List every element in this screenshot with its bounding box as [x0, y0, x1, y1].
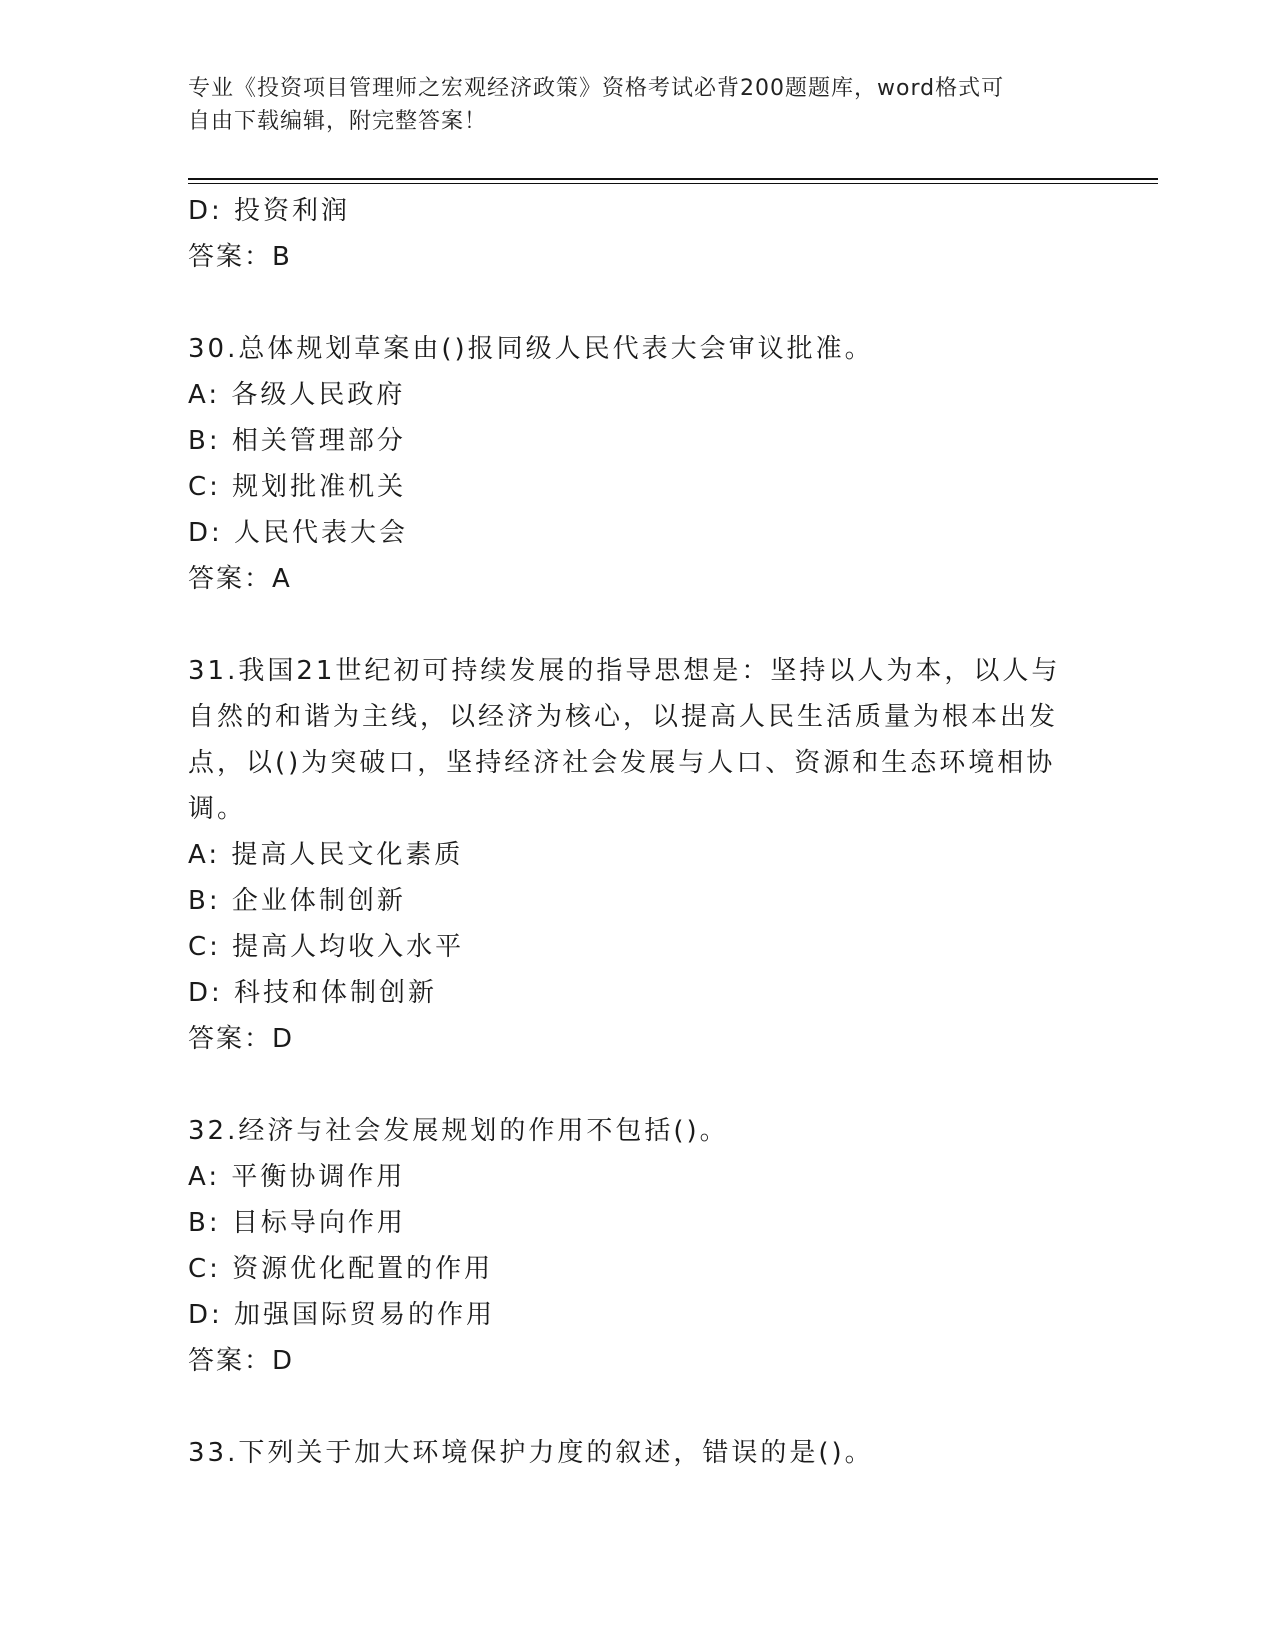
question-32: [188, 1108, 1068, 1384]
option-d: D: 科技和体制创新: [188, 978, 438, 1008]
question-text-line-1: 31.我国21世纪初可持续发展的指导思想是：坚持以人为本，以人与: [188, 656, 1061, 686]
option-a: A: 提高人民文化素质: [188, 840, 464, 870]
option-c: C: 资源优化配置的作用: [188, 1254, 494, 1284]
option-c: C: 提高人均收入水平: [188, 932, 465, 962]
option-d: D: 投资利润: [188, 196, 351, 226]
answer: 答案：D: [188, 1024, 295, 1054]
question-list: [188, 188, 1068, 1476]
answer: 答案：A: [188, 564, 292, 594]
option-d: D: 加强国际贸易的作用: [188, 1300, 496, 1330]
option-d: D: 人民代表大会: [188, 518, 409, 548]
question-29-tail: [188, 188, 1068, 280]
header-divider: [188, 178, 1158, 184]
question-30: [188, 326, 1068, 602]
header-line-2: 自由下载编辑，附完整答案！: [188, 109, 488, 134]
question-text-line-4: 调。: [188, 794, 247, 824]
page-header: [188, 72, 1068, 138]
option-c: C: 规划批准机关: [188, 472, 407, 502]
option-b: B: 企业体制创新: [188, 886, 406, 916]
option-b: B: 相关管理部分: [188, 426, 406, 456]
answer: 答案：B: [188, 242, 292, 272]
option-a: A: 平衡协调作用: [188, 1162, 406, 1192]
header-line-1: 专业《投资项目管理师之宏观经济政策》资格考试必背200题题库，word格式可: [188, 76, 1005, 101]
option-b: B: 目标导向作用: [188, 1208, 406, 1238]
question-text-line-3: 点，以()为突破口，坚持经济社会发展与人口、资源和生态环境相协: [188, 748, 1056, 778]
question-31: [188, 648, 1068, 1062]
option-a: A: 各级人民政府: [188, 380, 406, 410]
answer: 答案：D: [188, 1346, 295, 1376]
question-text-line-2: 自然的和谐为主线，以经济为核心，以提高人民生活质量为根本出发: [188, 702, 1059, 732]
question-text: 32.经济与社会发展规划的作用不包括()。: [188, 1116, 729, 1146]
question-text: 33.下列关于加大环境保护力度的叙述，错误的是()。: [188, 1438, 874, 1468]
question-text: 30.总体规划草案由()报同级人民代表大会审议批准。: [188, 334, 874, 364]
question-33: [188, 1430, 1068, 1476]
